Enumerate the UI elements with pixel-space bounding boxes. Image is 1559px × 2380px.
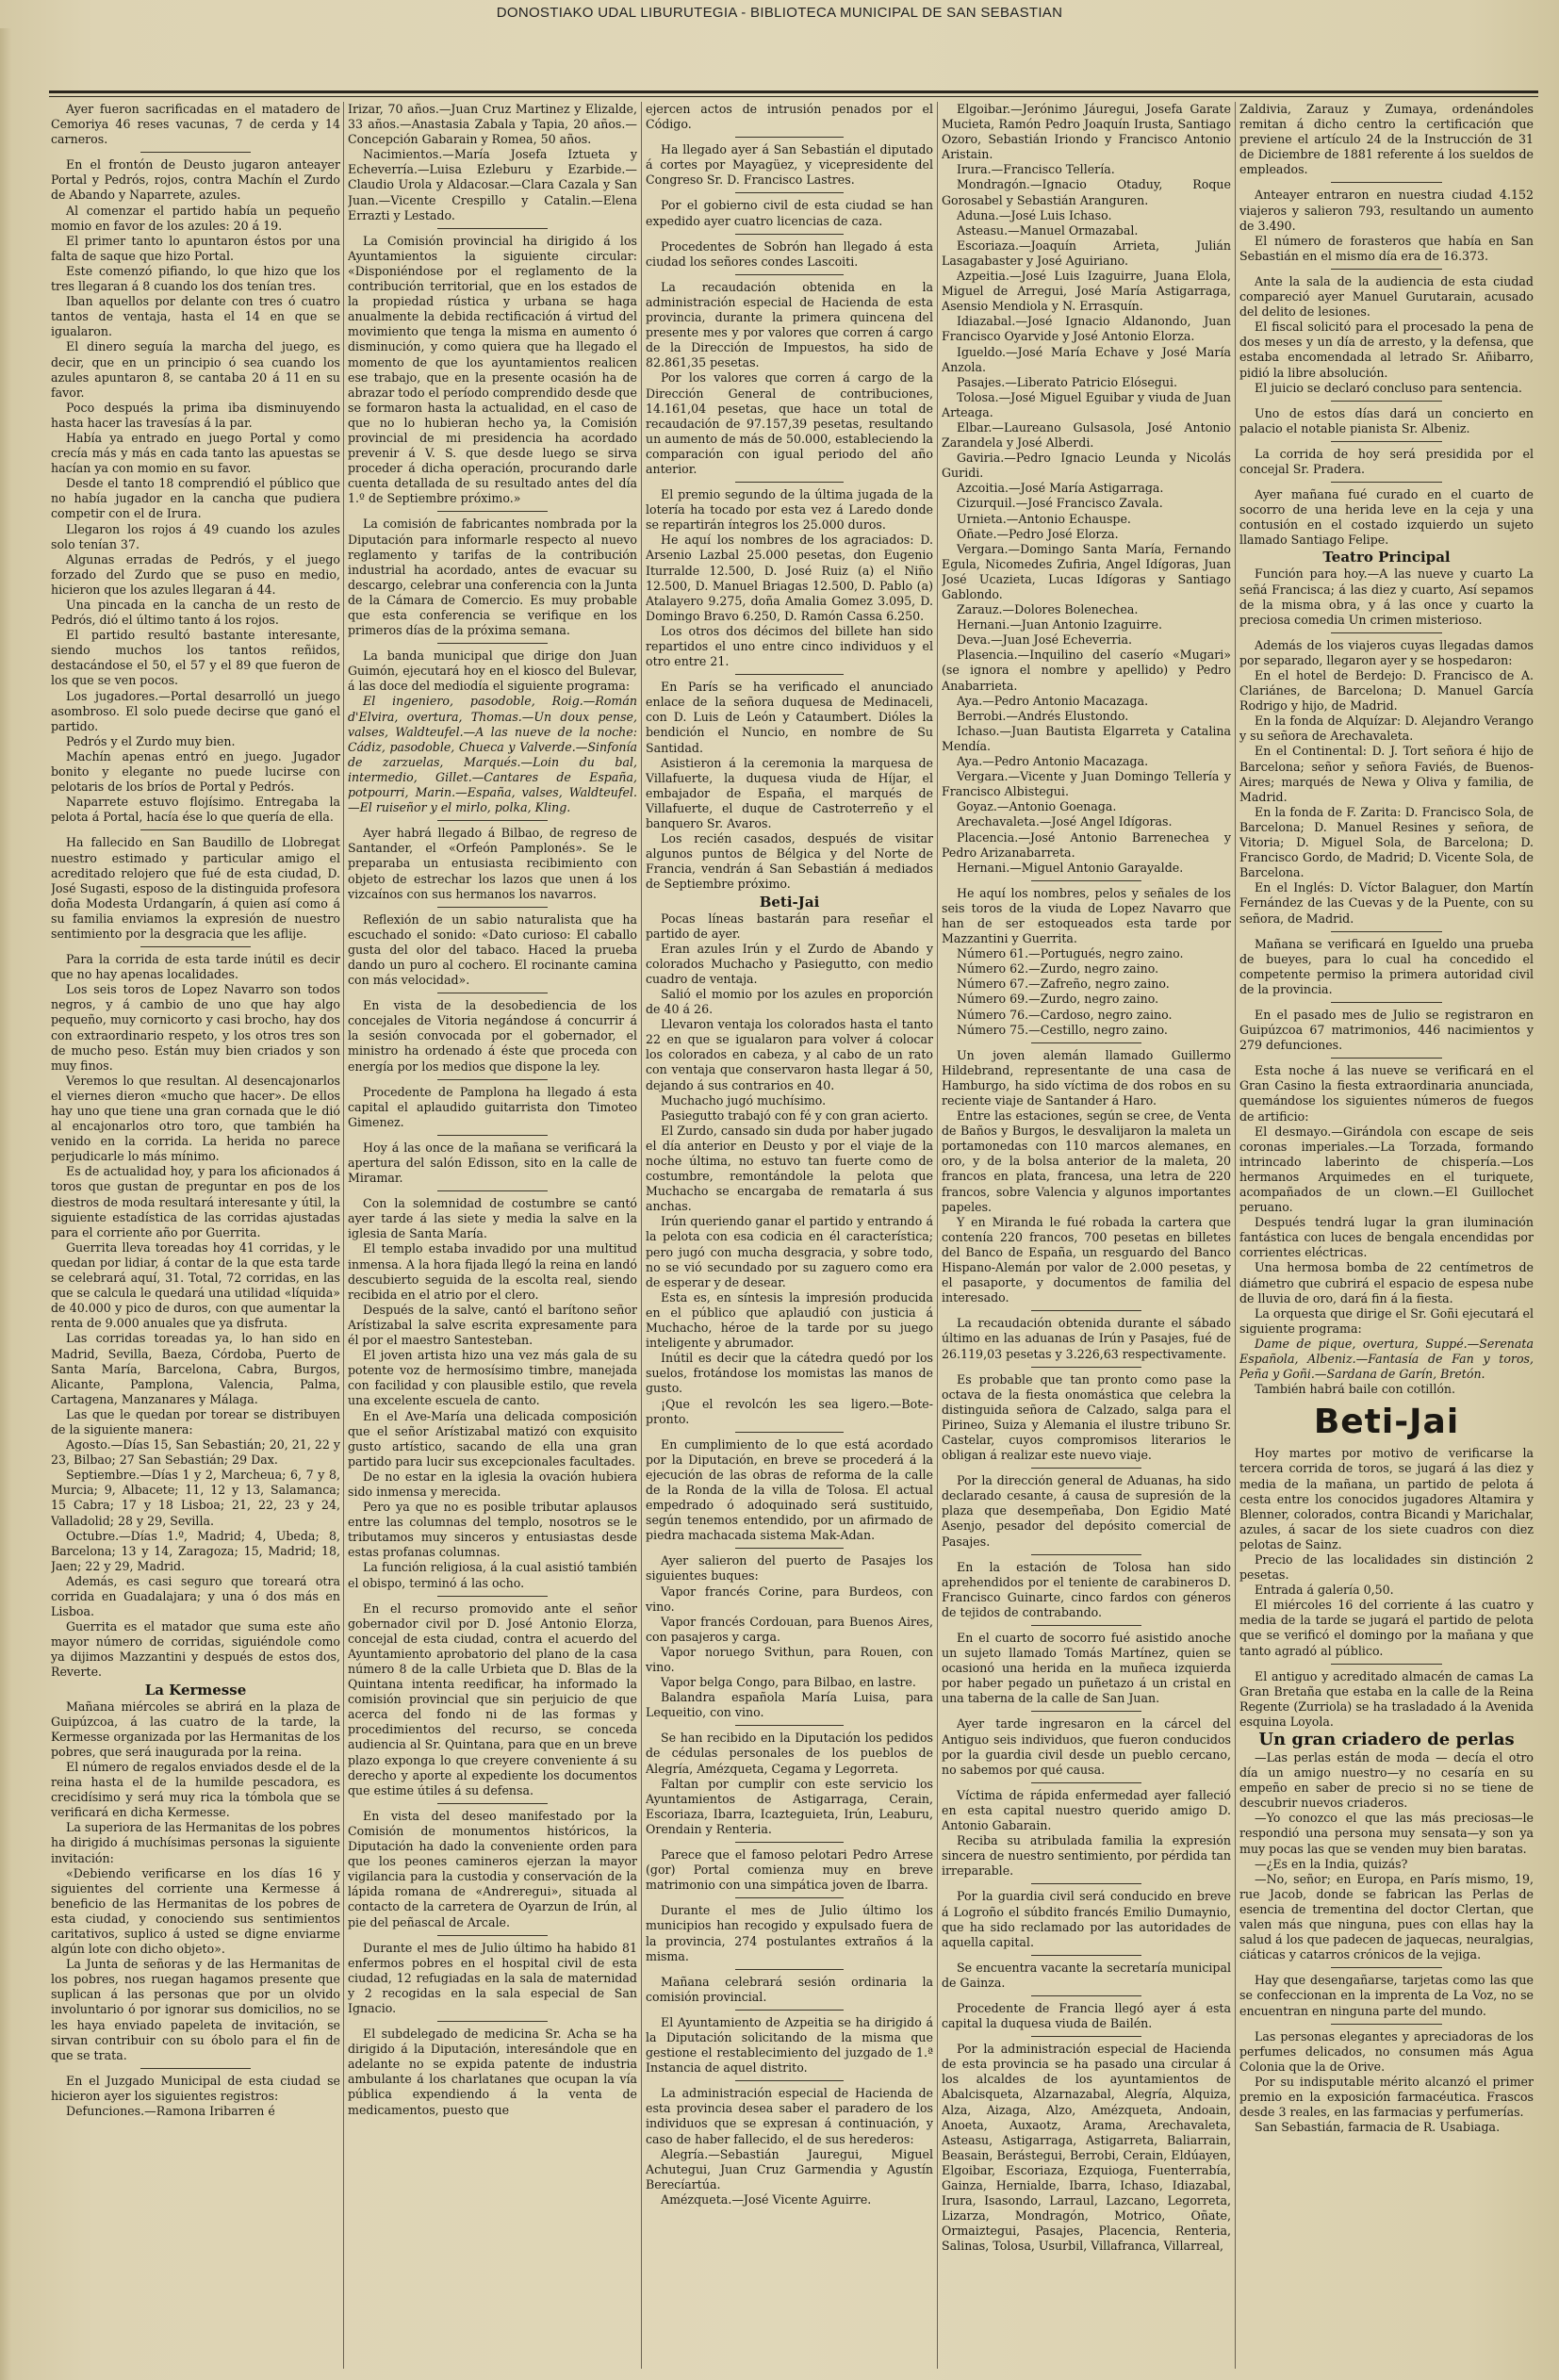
- paragraph: Iban aquellos por delante con tres ó cuatro tantos de ventaja, hasta el 14 en que se igualaron.: [51, 294, 340, 339]
- paragraph: Entrada á galería 0,50.: [1255, 1583, 1394, 1598]
- paragraph: Irún queriendo ganar el partido y entrando á la pelota con esa codicia en él característica; pero jugó con mucha desgracia, y sobre todo, no se vió secundado por su zaguero como era de esperar y de desear.: [646, 1214, 933, 1289]
- divider: [1331, 269, 1443, 270]
- column-5: [1239, 102, 1534, 2369]
- divider: [437, 1935, 548, 1936]
- paragraph: Aya.—Pedro Antonio Macazaga.: [957, 754, 1149, 769]
- paragraph: El Ayuntamiento de Azpeitia se ha dirigido á la Diputación solicitando de la misma que gestione el restablecimiento del juzgado de 1.ª Instancia de aquel distrito.: [646, 2014, 933, 2076]
- paragraph: En la fonda de Alquízar: D. Alejandro Verango y su señora de Arechavaleta.: [1239, 714, 1534, 744]
- paragraph: Víctima de rápida enfermedad ayer falleció en esta capital nuestro querido amigo D. Antonio Gabarain.: [942, 1787, 1231, 1833]
- divider: [1031, 1310, 1141, 1311]
- paragraph: Además, es casi seguro que toreará otra corrida en Guadalajara; y una ó dos más en Lisboa.: [51, 1573, 340, 1619]
- divider: [1031, 2036, 1141, 2037]
- paragraph: El número de forasteros que había en San Sebastián en el mismo día era de 16.373.: [1239, 233, 1534, 263]
- paragraph: En la estación de Tolosa han sido aprehendidos por el teniente de carabineros D. Francisco Guinarte, cinco fardos con géneros de tejidos de contrabando.: [942, 1559, 1231, 1619]
- paragraph: El juicio se declaró concluso para sentencia.: [1255, 380, 1522, 395]
- paragraph: Elgoibar.—Jerónimo Jáuregui, Josefa Garate Mucieta, Ramón Pedro Joaquín Irusta, Santiago Ozoro, Sebastián Iriondo y Francisco Antonio Aristain.: [942, 102, 1231, 162]
- divider: [735, 137, 845, 138]
- divider: [437, 2021, 548, 2022]
- paragraph: En París se ha verificado el anunciado enlace de la señora duquesa de Medinaceli, con D. Luis de León y Cataumbert. Dióles la bendición el Nuncio, en nombre de Su Santidad.: [646, 680, 933, 755]
- paragraph: Amézqueta.—José Vicente Aguirre.: [661, 2191, 872, 2207]
- paragraph: El joven artista hizo una vez más gala de su potente voz de hermosísimo timbre, manejada con facilidad y con plausible estilo, que revela una excelente escuela de canto.: [348, 1348, 637, 1408]
- paragraph: Muchacho jugó muchísimo.: [661, 1092, 827, 1108]
- paragraph: La corrida de hoy será presidida por el concejal Sr. Pradera.: [1239, 446, 1534, 476]
- paragraph: Balandra española María Luisa, para Lequeitio, con vino.: [646, 1690, 933, 1720]
- paragraph: Mondragón.—Ignacio Otaduy, Roque Gorosabel y Sebastián Aranguren.: [942, 177, 1231, 207]
- list-item: Número 76.—Cardoso, negro zaino.: [957, 1007, 1173, 1022]
- list-item: Número 67.—Zafreño, negro zaino.: [957, 977, 1170, 992]
- paragraph: Vapor noruego Svithun, para Rouen, con vino.: [646, 1644, 933, 1674]
- paragraph: Poco después la prima iba disminuyendo hasta hacer las travesías á la par.: [51, 400, 340, 430]
- divider: [437, 1135, 548, 1136]
- divider: [437, 1803, 548, 1804]
- paragraph: Procedentes de Sobrón han llegado á esta ciudad los señores condes Lascoiti.: [646, 238, 933, 269]
- paragraph: Irura.—Francisco Tellería.: [957, 162, 1115, 177]
- header-rule-thin: [49, 96, 1538, 97]
- divider: [735, 192, 845, 193]
- paragraph: Ante la sala de la audiencia de esta ciudad compareció ayer Manuel Gurutarain, acusado del delito de lesiones.: [1239, 273, 1534, 320]
- paragraph: Mañana se verificará en Igueldo una prueba de bueyes, para lo cual ha concedido el competente permiso la primera autoridad civil de la provincia.: [1239, 936, 1534, 996]
- paragraph: Por los valores que corren á cargo de la Dirección General de contribuciones, 14.161,04 pesetas, que hace un total de recaudación de 97.157,39 pesetas, resultando un aumento de más de 50.000, estableciendo la comparación con igual periodo del año anterior.: [646, 370, 933, 476]
- paragraph: Esta noche á las nueve se verificará en el Gran Casino la fiesta extraordinaria anunciada, quemándose los siguientes números de fuegos de artificio:: [1239, 1063, 1534, 1124]
- paragraph: Después tendrá lugar la gran iluminación fantástica con luces de bengala encendidas por corrientes eléctricas.: [1239, 1215, 1534, 1260]
- paragraph: Se han recibido en la Diputación los pedidos de cédulas personales de los pueblos de Alegría, Amézqueta, Cegama y Legorreta.: [646, 1731, 933, 1776]
- divider: [140, 829, 251, 830]
- paragraph: «Debiendo verificarse en los días 16 y siguientes del corriente una Kermesse á beneficio de las Hermanitas de los pobres de esta ciudad, y conociendo sus sentimientos caritativos, suplico á usted se digne enviarme algún lote con dicho objeto».: [51, 1865, 340, 1957]
- paragraph: Anteayer entraron en nuestra ciudad 4.152 viajeros y salieron 793, resultando un aumento de 3.490.: [1239, 188, 1534, 233]
- divider: [735, 1842, 845, 1843]
- paragraph: El antiguo y acreditado almacén de camas La Gran Bretaña que estaba en la calle de la Reina Regente (Zurriola) se ha trasladado á la Avenida esquina Loyola.: [1239, 1668, 1534, 1729]
- paragraph: En cumplimiento de lo que está acordado por la Diputación, en breve se procederá á la ejecución de las obras de reforma de la calle de la Ronda de la villa de Tolosa. El actual empedrado ó adoquinado será sustituido, según tenemos entendido, por un afirmado de piedra machacada sistema Mak-Adan.: [646, 1436, 933, 1543]
- paragraph: Las que le quedan por torear se distribuyen de la siguiente manera:: [51, 1406, 340, 1436]
- divider: [1331, 2024, 1443, 2025]
- paragraph: Procedente de Pamplona ha llegado á esta capital el aplaudido guitarrista don Timoteo Gimenez.: [348, 1084, 637, 1129]
- divider: [1031, 1554, 1141, 1555]
- paragraph: Desde el tanto 18 comprendió el público que no había jugador en la cancha que pudiera competir con el de Irura.: [51, 476, 340, 521]
- paragraph: La recaudación obtenida durante el sábado último en las aduanas de Irún y Pasajes, fué de 26.119,03 pesetas y 3.226,63 respectivamente.: [942, 1316, 1231, 1361]
- paragraph: Alegría.—Sebastián Jauregui, Miguel Achutegui, Juan Cruz Garmendia y Agustín Berecíartúa.: [646, 2146, 933, 2191]
- paragraph: Por la administración especial de Hacienda de esta provincia se ha pasado una circular á los alcaldes de los ayuntamientos de Abalcisqueta, Alzarnazabal, Alegría, Alquiza, Alza, Aizaga, Alzo, Amézqueta, Andoain, Anoeta, Auxaotz, Arama, Arechavaleta, Asteasu, Astigarraga, Astigarreta, Baliarrain, Beasain, Berástegui, Berrobi, Cerain, Eldúayen, Elgoibar, Escoriaza, Ezquioga, Fuenterrabía, Gainza, Hernialde, Ibarra, Ichaso, Idiazabal, Irura, Isasondo, Larraul, Lazcano, Legorreta, Lizarza, Mondragón, Motrico, Oñate, Ormaiztegui, Pasajes, Placencia, Renteria, Salinas, Tolosa, Usurbil, Villafranca, Villarreal,: [942, 2042, 1231, 2254]
- paragraph: Llevaron ventaja los colorados hasta el tanto 22 en que se igualaron para volver á colocar los colorados en cabeza, y al cabo de un rato con ventaja que conservaron hasta llegar á 50, dejando á sus contrarios en 40.: [646, 1017, 933, 1092]
- paragraph: Reciba su atribulada familia la expresión sincera de nuestro sentimiento, por pérdida tan irreparable.: [942, 1833, 1231, 1879]
- paragraph: He aquí los nombres de los agraciados: D. Arsenio Lazbal 25.000 pesetas, don Eugenio Iturralde 12.500, D. José Ruiz (a) el Niño 12.500, D. Manuel Briagas 12.500, D. Pablo (a) Atalayero 9.275, doña Amalia Gomez 3.095, D. Domingo Bravo 6.250, D. Ramón Cassa 6.250.: [646, 533, 933, 623]
- paragraph: Berrobi.—Andrés Elustondo.: [957, 708, 1129, 723]
- divider: [735, 482, 845, 483]
- paragraph: Aduna.—José Luis Ichaso.: [957, 207, 1112, 222]
- paragraph: Y en Miranda le fué robada la cartera que contenía 220 francos, 700 pesetas en billetes del Banco de España, un resguardo del Banco Hispano-Alemán por valor de 2.000 pesetas, y el pasaporte, y documentos de familia del interesado.: [942, 1214, 1231, 1305]
- paragraph: La función religiosa, á la cual asistió también el obispo, terminó á las ocho.: [348, 1560, 637, 1590]
- paragraph: En el cuarto de socorro fué asistido anoche un sujeto llamado Tomás Martínez, quien se ocasionó una herida en la muñeca izquierda por haber pegado un puñetazo á un cristal en una taberna de la calle de San Juan.: [942, 1631, 1231, 1706]
- paragraph: Pasajes.—Liberato Patricio Elósegui.: [957, 374, 1177, 389]
- paragraph: Elbar.—Laureano Gulsasola, José Antonio Zarandela y José Alberdi.: [942, 419, 1231, 451]
- paragraph: En el Continental: D. J. Tort señora é hijo de Barcelona; señor y señora Faviés, de Buenos-Aires; marqués de Newa y Oliva y familia, de Madrid.: [1239, 744, 1534, 804]
- paragraph: Mañana miércoles se abrirá en la plaza de Guipúzcoa, á las cuatro de la tarde, la Kermesse organizada por las Hermanitas de los pobres, que será inaugurada por la reina.: [51, 1699, 340, 1759]
- paragraph: Octubre.—Días 1.º, Madrid; 4, Ubeda; 8, Barcelona; 13 y 14, Zaragoza; 15, Madrid; 18, Jaen; 22 y 29, Madrid.: [51, 1528, 340, 1573]
- divider: [735, 274, 845, 275]
- paragraph: El templo estaba invadido por una multitud inmensa. A la hora fijada llegó la reina en landó descubierto seguida de la escolta real, siendo recibida en el atrio por el clero.: [348, 1241, 637, 1302]
- paragraph: En el pasado mes de Julio se registraron en Guipúzcoa 67 matrimonios, 446 nacimientos y 279 defunciones.: [1239, 1007, 1534, 1053]
- paragraph: Al comenzar el partido había un pequeño momio en favor de los azules: 20 á 19.: [51, 203, 340, 233]
- column-separator: [641, 102, 642, 2369]
- paragraph: Pasiegutto trabajó con fé y con gran acierto.: [661, 1108, 928, 1123]
- divider: [1031, 1955, 1141, 1956]
- paragraph: Los jugadores.—Portal desarrolló un juego asombroso. El solo puede decirse que ganó el partido.: [51, 688, 340, 733]
- divider: [1331, 632, 1443, 633]
- header-rule: [49, 90, 1538, 93]
- paragraph: Inútil es decir que la cátedra quedó por los suelos, frotándose los momistas las manos de gusto.: [646, 1351, 933, 1396]
- paragraph: Con la solemnidad de costumbre se cantó ayer tarde á las siete y media la salve en la iglesia de Santa María.: [348, 1196, 637, 1241]
- paragraph: ejercen actos de intrusión penados por el Código.: [646, 102, 933, 132]
- divider: [1031, 1367, 1141, 1368]
- paragraph: Eran azules Irún y el Zurdo de Abando y colorados Muchacho y Pasiegutto, con medio cuadro de ventaja.: [646, 941, 933, 986]
- paragraph: La recaudación obtenida en la administración especial de Hacienda de esta provincia, durante la primera quincena del presente mes y por valores que corren á cargo de la Dirección de Impuestos, ha sido de 82.861,35 pesetas.: [646, 279, 933, 370]
- paragraph: Es de actualidad hoy, y para los aficionados á toros que gustan de preguntar en pos de los diestros de moda resultará interesante y útil, la siguiente estadística de las corridas ajustadas para el corriente año por Guerrita.: [51, 1164, 340, 1239]
- paragraph: Azpeitia.—José Luis Izaguirre, Juana Elola, Miguel de Arregui, José María Astigarraga, Asensio Mendiola y N. Errasquín.: [942, 269, 1231, 314]
- divider: [1331, 441, 1443, 442]
- paragraph: —Yo conozco el que las más preciosas—le respondió una persona muy sensata—y son ya muy pocas las que se venden muy bien baratas.: [1239, 1811, 1534, 1856]
- paragraph: Durante el mes de Julio último ha habido 81 enfermos pobres en el hospital civil de esta ciudad, 12 refugiadas en la sala de maternidad y 2 recogidas en la sala especial de San Ignacio.: [348, 1940, 637, 2015]
- paragraph: Zaldivia, Zarauz y Zumaya, ordenándoles remitan á dicho centro la certificación que previene el artículo 24 de la Instrucción de 31 de Diciembre de 1881 referente á los sueldos de empleados.: [1239, 102, 1534, 177]
- paragraph: La comisión de fabricantes nombrada por la Diputación para informarle respecto al nuevo reglamento y tarifas de la contribución industrial ha acordado, antes de evacuar su descargo, celebrar una conferencia con la Junta de la Cámara de Comercio. Es muy probable que esta conferencia se verifique en los primeros días de la próxima semana.: [348, 517, 637, 638]
- divider: [1331, 401, 1443, 402]
- divider: [735, 234, 845, 235]
- divider: [735, 2010, 845, 2011]
- paragraph: En el Ave-María una delicada composición que el señor Arístizabal matizó con exquisito gusto artístico, sacando de ella una gran partido para lucir sus excepcionales facultades.: [348, 1408, 637, 1469]
- paragraph: Ayer salieron del puerto de Pasajes los siguientes buques:: [646, 1553, 933, 1584]
- paragraph: Deva.—Juan José Echeverria.: [957, 632, 1133, 648]
- column-4: [942, 102, 1231, 2369]
- paragraph: Una hermosa bomba de 22 centímetros de diámetro que cubrirá el espacio de espesa nube de lluvia de oro, dará fin á la fiesta.: [1239, 1260, 1534, 1305]
- paragraph: —¿Es en la India, quizás?: [1255, 1856, 1408, 1871]
- divider: [1031, 1883, 1141, 1884]
- divider: [735, 2080, 845, 2081]
- paragraph: He aquí los nombres, pelos y señales de los seis toros de la viuda de Lopez Navarro que han de ser estoqueados esta tarde por Mazzantini y Guerrita.: [942, 885, 1231, 946]
- divider: [437, 1190, 548, 1191]
- section-heading-beti-jai-large: Beti-Jai: [1313, 1403, 1460, 1442]
- paragraph: Parece que el famoso pelotari Pedro Arrese (gor) Portal comienza muy en breve matrimonio con una simpática joven de Ibarra.: [646, 1847, 933, 1893]
- divider: [1031, 1625, 1141, 1626]
- paragraph: Gaviria.—Pedro Ignacio Leunda y Nicolás Guridi.: [942, 451, 1231, 481]
- paragraph: En el recurso promovido ante el señor gobernador civil por D. José Antonio Elorza, concejal de esta ciudad, contra el acuerdo del Ayuntamiento aprobatorio del plano de la casa número 8 de la calle Urbieta que D. Blas de la Quintana intenta reedificar, ha informado la comisión provincial que sin perjuicio de que acerca del fondo ni de las formas y procedimientos del recurso, se conceda audiencia al Sr. Quintana, para que en un breve plazo exponga lo que creyere conveniente á su derecho y aporte al expediente los documentos que estime útiles á su defensa.: [348, 1600, 637, 1797]
- paragraph: Escoriaza.—Joaquín Arrieta, Julián Lasagabaster y José Aguiriano.: [942, 238, 1231, 268]
- paragraph: El ingeniero, pasodoble, Roig.—Román d'Elvira, overtura, Thomas.—Un doux pense, valses, Waldteufel.—A las nueve de la noche: Cádiz, pasodoble, Chueca y Valverde.—Sinfonía de zarzuelas, Marqués.—Loin du bal, intermedio, Gillet.—Cantares de España, potpourri, Marin.—España, valses, Waldteufel.—El ruiseñor y el mirlo, polka, Kling.: [348, 694, 637, 815]
- divider: [437, 907, 548, 908]
- paragraph: Hay que desengañarse, tarjetas como las que se confeccionan en la imprenta de La Voz, no se encuentran en ninguna parte del mundo.: [1239, 1973, 1534, 2018]
- paragraph: En la fonda de F. Zarita: D. Francisco Sola, de Barcelona; D. Manuel Resines y señora, de Vitoria; D. Miguel Sola, de Barcelona; D. Francisco Gordo, de Madrid; D. Vicente Sola, de Barcelona.: [1239, 804, 1534, 880]
- divider: [1031, 880, 1141, 881]
- paragraph: Oñate.—Pedro José Elorza.: [957, 526, 1119, 541]
- paragraph: El subdelegado de medicina Sr. Acha se ha dirigido á la Diputación, interesándole que en adelante no se expida patente de industria ambulante á los charlatanes que ocupan la vía pública expendiendo á la venta de medicamentos, puesto que: [348, 2027, 637, 2117]
- paragraph: Urnieta.—Antonio Echauspe.: [957, 511, 1131, 526]
- section-heading-kermesse: La Kermesse: [144, 1681, 247, 1699]
- paragraph: Por su indisputable mérito alcanzó el primer premio en la exposición farmacéutica. Frascos desde 3 reales, en las farmacias y perfumerías.: [1239, 2074, 1534, 2120]
- paragraph: Las personas elegantes y apreciadoras de los perfumes delicados, no consumen más Agua Colonia que la de Orive.: [1239, 2028, 1534, 2074]
- divider: [735, 674, 845, 675]
- paragraph: Placencia.—José Antonio Barrenechea y Pedro Arizanabarreta.: [942, 829, 1231, 860]
- section-heading-criadero-perlas: Un gran criadero de perlas: [1258, 1730, 1515, 1749]
- paragraph: Hernani.—Miguel Antonio Garayalde.: [957, 860, 1184, 875]
- paragraph: Para la corrida de esta tarde inútil es decir que no hay apenas localidades.: [51, 952, 340, 982]
- paragraph: Ayer habrá llegado á Bilbao, de regreso de Santander, el «Orfeón Pamplonés». Se le preparaba un entusiasta recibimiento con objeto de estrechar los lazos que unen á los vizcaínos con sus hermanos los navarros.: [348, 826, 637, 901]
- paragraph: Ichaso.—Juan Bautista Elgarreta y Catalina Mendía.: [942, 723, 1231, 753]
- paragraph: Asteasu.—Manuel Ormazabal.: [957, 222, 1139, 238]
- paragraph: Hoy á las once de la mañana se verificará la apertura del salón Edisson, sito en la calle de Miramar.: [348, 1140, 637, 1186]
- paragraph: Cizurquil.—José Francisco Zavala.: [957, 496, 1163, 511]
- paragraph: En vista de la desobediencia de los concejales de Vitoria negándose á concurrir á la sesión convocada por el gobernador, el ministro ha ordenado á éste que proceda con energía por los medios que dispone la ley.: [348, 998, 637, 1074]
- paragraph: En el Inglés: D. Víctor Balaguer, don Martín Fernández de las Cuevas y de la Puente, con su señora, de Madrid.: [1239, 880, 1534, 926]
- paragraph: La orquesta que dirige el Sr. Goñi ejecutará el siguiente programa:: [1239, 1305, 1534, 1336]
- paragraph: —Las perlas están de moda — decía el otro día un amigo nuestro—y no cesaría en su empeño en saber de precio si no se tiene de descubrir nuevos criaderos.: [1239, 1750, 1534, 1811]
- divider: [735, 1548, 845, 1549]
- divider: [735, 1969, 845, 1970]
- list-item: Número 61.—Portugués, negro zaino.: [957, 946, 1184, 961]
- paragraph: El número de regalos enviados desde el de la reina hasta el de la humilde pescadora, es crecidísimo y será muy rica la tómbola que se verificará en dicha Kermesse.: [51, 1759, 340, 1820]
- paragraph: ¡Que el revolcón les sea ligero.—Bote-pronto.: [646, 1396, 933, 1426]
- divider: [437, 643, 548, 644]
- paragraph: En el frontón de Deusto jugaron anteayer Portal y Pedrós, rojos, contra Machín el Zurdo de Abando y Naparrete, azules.: [51, 157, 340, 203]
- paragraph: En vista del deseo manifestado por la Comisión de monumentos históricos, la Diputación ha dado la conveniente orden para que los peones camineros ejerzan la mayor vigilancia para la custodia y conservación de la lápida romana de «Andreregui», situada al contacto de la carretera de Oyarzun de Irún, al pie del peñascal de Arcale.: [348, 1808, 637, 1929]
- paragraph: Goyaz.—Antonio Goenaga.: [957, 799, 1117, 814]
- column-3: [646, 102, 933, 2369]
- divider: [735, 1897, 845, 1898]
- paragraph: Defunciones.—Ramona Iribarren é: [66, 2104, 275, 2118]
- paragraph: Vergara.—Domingo Santa María, Fernando Egula, Nicomedes Zufiria, Angel Idígoras, Juan José Ucazieta, Lucas Idígoras y Santiago Gablondo.: [942, 541, 1231, 601]
- paragraph: Zarauz.—Dolores Bolenechea.: [957, 602, 1139, 617]
- paragraph: Además de los viajeros cuyas llegadas damos por separado, llegaron ayer y se hospedaron:: [1239, 637, 1534, 667]
- paragraph: También habrá baile con cotillón.: [1255, 1382, 1456, 1397]
- paragraph: Ayer tarde ingresaron en la cárcel del Antiguo seis individuos, que fueron conducidos por la guardia civil desde un pueblo cercano, no sabemos por qué causa.: [942, 1716, 1231, 1777]
- paragraph: Dame de pique, overtura, Suppé.—Serenata Española, Albeniz.—Fantasía de Fan y toros, Peña y Goñi.—Sardana de Garín, Bretón.: [1239, 1336, 1534, 1382]
- column-separator: [937, 102, 938, 2369]
- paragraph: El desmayo.—Girándola con escape de seis coronas imperiales.—La Torzada, formando intrincado laberinto de chispería.—Los hermanos Arquimedes en el turiquete, acompañados de un clown.—El Guillochet peruano.: [1239, 1124, 1534, 1215]
- paragraph: La Comisión provincial ha dirigido á los Ayuntamientos la siguiente circular: «Disponiéndose por el reglamento de la contribución territorial, que en los estados de la propiedad rústica y urbana se haga anualmente la debida rectificación á virtud del movimiento que tenga la misma en aumento ó disminución, y como quiera que ha llegado el momento de que los ayuntamientos realicen ese trabajo, que en la presente ocasión ha de abrazar todo el período comprendido desde que se formaron hasta la actualidad, en el caso de que no lo hubieran hecho ya, la Comisión provincial de mi presidencia ha acordado prevenir á V. S. que desde luego se sirva proceder á dicha operación, procurando darle cuenta detallada de su resultado antes del día 1.º de Septiembre próximo.»: [348, 233, 637, 506]
- divider: [437, 820, 548, 821]
- paragraph: Después de la salve, cantó el barítono señor Arístizabal la salve escrita expresamente para él por el maestro Santesteban.: [348, 1302, 637, 1348]
- paragraph: Veremos lo que resultan. Al desencajonarlos el viernes dieron «mucho que hacer». De ellos hay uno que tiene una gran cornada que le dió al encajonarlos otro toro, que también ha venido en la corrida. La herida no parece perjudicarle lo más mínimo.: [51, 1073, 340, 1164]
- paragraph: —No, señor; en Europa, en París mismo, 19, rue Jacob, donde se fabrican las Perlas de esencia de trementina del doctor Clertan, que valen más que ninguna, pues con ellas hay la salud á los que padecen de jaquecas, neuralgias, ciáticas y catarros crónicos de la vejiga.: [1239, 1871, 1534, 1962]
- paragraph: Plasencia.—Inquilino del caserío «Mugari» (se ignora el nombre y apellido) y Pedro Anabarrieta.: [942, 648, 1231, 693]
- paragraph: El Zurdo, cansado sin duda por haber jugado el día anterior en Deusto y por el viaje de la noche última, no estuvo tan fuerte como de costumbre, remontándole la pelota que Muchacho se encargaba de rematarla á sus anchas.: [646, 1123, 933, 1214]
- divider: [1031, 1042, 1141, 1043]
- paragraph: Irizar, 70 años.—Juan Cruz Martinez y Elizalde, 33 años.—Anastasia Zabala y Tapia, 20 años.—Concepción Gabarain y Romea, 50 años.: [348, 102, 637, 147]
- divider: [1331, 1002, 1443, 1003]
- paragraph: En el Juzgado Municipal de esta ciudad se hicieron ayer los siguientes registros:: [51, 2073, 340, 2103]
- divider: [1331, 182, 1443, 183]
- paragraph: Aya.—Pedro Antonio Macazaga.: [957, 693, 1149, 708]
- paragraph: Naparrete estuvo flojísimo. Entregaba la pelota á Portal, hacía ése lo que quería de ella.: [51, 795, 340, 825]
- library-banner: DONOSTIAKO UDAL LIBURUTEGIA - BIBLIOTECA MUNICIPAL DE SAN SEBASTIAN: [496, 5, 1063, 21]
- paragraph: Llegaron los rojos á 49 cuando los azules solo tenían 37.: [51, 521, 340, 551]
- paragraph: Pocas líneas bastarán para reseñar el partido de ayer.: [646, 911, 933, 941]
- paragraph: Igueldo.—José María Echave y José María Anzola.: [942, 344, 1231, 374]
- paragraph: Los seis toros de Lopez Navarro son todos negros, y á cambio de uno que hay algo pequeño, muy cornicorto y casi brocho, hay dos con extraordinario respeto, y los otros tres son de mucho peso. Están muy bien criados y son muy finos.: [51, 982, 340, 1073]
- list-item: Número 62.—Zurdo, negro zaino.: [957, 961, 1159, 977]
- paragraph: Reflexión de un sabio naturalista que ha escuchado el sonido: «Dato curioso: El caballo gusta del olor del tabaco. Haced la prueba dando un puro al cochero. El rocinante camina con más velocidad».: [348, 911, 637, 988]
- paragraph: Guerrita es el matador que suma este año mayor número de corridas, siguiéndole como ya dijimos Mazzantini y después de estos dos, Reverte.: [51, 1619, 340, 1680]
- paragraph: La Junta de señoras y de las Hermanitas de los pobres, nos ruegan hagamos presente que suplican á las personas que por un olvido involuntario ó por ignorar sus domicilios, no se les haya enviado papeleta de invitación, se sirvan contribuir con su óbolo para el fin de que se trata.: [51, 1957, 340, 2062]
- column-separator: [1235, 102, 1236, 2369]
- paragraph: Ayer fueron sacrificadas en el matadero de Cemoriya 46 reses vacunas, 7 de cerda y 14 carneros.: [51, 102, 340, 147]
- paragraph: Hoy martes por motivo de verificarse la tercera corrida de toros, se jugará á las diez y media de la mañana, un partido de pelota á cesta entre los conocidos jugadores Altamira y Blenner, colorados, contra Bicandi y Marichalar, azules, á sacar de los siete cuadros con diez pelotas de Sainz.: [1239, 1446, 1534, 1551]
- paragraph: Este comenzó pifiando, lo que hizo que los tres llegaran á 8 cuando los dos tenían tres.: [51, 263, 340, 294]
- paragraph: El dinero seguía la marcha del juego, es decir, que en un principio ó sea cuando los azules apuntaron 8, se cantaba 20 á 11 en su favor.: [51, 339, 340, 400]
- paragraph: Ayer mañana fué curado en el cuarto de socorro de una herida leve en la ceja y una contusión en el costado izquierdo un sujeto llamado Santiago Felipe.: [1239, 487, 1534, 548]
- paragraph: Es probable que tan pronto como pase la octava de la fiesta onomástica que celebra la distinguida señora de Calzado, salga para el Pirineo, Suiza y Alemania el ilustre tribuno Sr. Castelar, cuyos compromisos literarios le obligan á realizar este nuevo viaje.: [942, 1371, 1231, 1463]
- paragraph: Azcoitia.—José María Astigarraga.: [957, 481, 1164, 496]
- paragraph: La banda municipal que dirige don Juan Guimón, ejecutará hoy en el kiosco del Bulevar, á las doce del mediodía el siguiente programa:: [348, 648, 637, 694]
- paragraph: Guerrita lleva toreadas hoy 41 corridas, y le quedan por lidiar, á contar de la que esta tarde se celebrará aquí, 31. Total, 72 corridas, en las que se calcula le quedará una utilidad «líquida» de 40.000 y pico de duros, con que aumentar la renta de 9.000 anuales que ya disfruta.: [51, 1239, 340, 1331]
- paragraph: Había ya entrado en juego Portal y como crecía más y más en cada tanto las apuestas se hacían ya con momio en su favor.: [51, 430, 340, 476]
- paragraph: Los recién casados, después de visitar algunos puntos de Bélgica y del Norte de Francia, vendrán á San Sebastián á mediados de Septiembre próximo.: [646, 831, 933, 892]
- divider: [1331, 1664, 1443, 1665]
- paragraph: Una pincada en la cancha de un resto de Pedrós, dió el último tanto á los rojos.: [51, 598, 340, 628]
- section-heading-teatro-principal: Teatro Principal: [1322, 549, 1451, 566]
- paragraph: En el hotel de Berdejo: D. Francisco de A. Clariánes, de Barcelona; D. Manuel García Rodrigo y hijo, de Madrid.: [1239, 668, 1534, 714]
- paragraph: Precio de las localidades sin distinción 2 pesetas.: [1239, 1551, 1534, 1583]
- paragraph: La superiora de las Hermanitas de los pobres ha dirigido á muchísimas personas la siguiente invitación:: [51, 1820, 340, 1865]
- divider: [1331, 931, 1443, 932]
- paragraph: De no estar en la iglesia la ovación hubiera sido inmensa y merecida.: [348, 1469, 637, 1499]
- paragraph: Un joven alemán llamado Guillermo Hildebrand, representante de una casa de Hamburgo, ha sido víctima de dos robos en su reciente viaje de Santander á Haro.: [942, 1047, 1231, 1108]
- paragraph: Machín apenas entró en juego. Jugador bonito y elegante no puede lucirse con pelotaris de los bríos de Portal y Pedrós.: [51, 748, 340, 795]
- paragraph: El premio segundo de la última jugada de la lotería ha tocado por esta vez á Laredo donde se repartirán íntegros los 25.000 duros.: [646, 487, 933, 533]
- paragraph: Nacimientos.—María Josefa Iztueta y Echeverría.—Luisa Ezleburu y Ezarbide.—Claudio Urola y Aldacosar.—Clara Cazala y San Juan.—Vicente Crespillo y Catalin.—Elena Errazti y Lestado.: [348, 147, 637, 222]
- paragraph: Septiembre.—Días 1 y 2, Marcheua; 6, 7 y 8, Murcia; 9, Albacete; 11, 12 y 13, Salamanca; 15 Cabra; 17 y 18 Lisboa; 21, 22, 23 y 24, Valladolid; 28 y 29, Sevilla.: [51, 1468, 340, 1528]
- paragraph: El fiscal solicitó para el procesado la pena de dos meses y un día de arresto, y la defensa, que estaba encomendada al letrado Sr. Añibarro, pidió la libre absolución.: [1239, 320, 1534, 380]
- paragraph: Salió el momio por los azules en proporción de 40 á 26.: [646, 986, 933, 1017]
- paragraph: Durante el mes de Julio último los municipios han recogido y expulsado fuera de la provincia, 274 postulantes extraños á la misma.: [646, 1903, 933, 1963]
- paragraph: Vapor francés Cordouan, para Buenos Aires, con pasajeros y carga.: [646, 1614, 933, 1644]
- paragraph: Esta es, en síntesis la impresión producida en el público que aplaudió con justicia á Muchacho, héroe de la tarde por su juego inteligente y abrumador.: [646, 1289, 933, 1351]
- paragraph: San Sebastián, farmacia de R. Usabiaga.: [1255, 2120, 1501, 2135]
- paragraph: Algunas erradas de Pedrós, y el juego forzado del Zurdo que se puso en medio, hicieron que los azules llegaran á 44.: [51, 551, 340, 597]
- paragraph: El partido resultó bastante interesante, siendo muchos los tantos reñidos, destacándose el 50, el 57 y el 89 que fueron de los que se ven pocos.: [51, 628, 340, 688]
- paragraph: La administración especial de Hacienda de esta provincia desea saber el paradero de los individuos que se expresan á continuación, y caso de haber fallecido, el de sus herederos:: [646, 2086, 933, 2146]
- paragraph: Los otros dos décimos del billete han sido repartidos el uno entre cinco individuos y el otro entre 21.: [646, 623, 933, 669]
- section-heading-beti-jai: Beti-Jai: [759, 893, 820, 911]
- divider: [735, 1432, 845, 1433]
- paragraph: Hernani.—Juan Antonio Izaguirre.: [957, 617, 1162, 632]
- paragraph: El primer tanto lo apuntaron éstos por una falta de saque que hizo Portal.: [51, 233, 340, 263]
- paragraph: El miércoles 16 del corriente á las cuatro y media de la tarde se jugará el partido de pelota que se verificó el domingo por la mañana y que tanto agradó al público.: [1239, 1598, 1534, 1658]
- paragraph: Mañana celebrará sesión ordinaria la comisión provincial.: [646, 1974, 933, 2004]
- column-2: [348, 102, 637, 2369]
- divider: [1031, 1711, 1141, 1712]
- paragraph: Idiazabal.—José Ignacio Aldanondo, Juan Francisco Oyarvide y José Antonio Elorza.: [942, 314, 1231, 344]
- column-1: [51, 102, 340, 2369]
- list-item: Número 69.—Zurdo, negro zaino.: [957, 992, 1159, 1007]
- paragraph: Arechavaleta.—José Angel Idígoras.: [957, 814, 1173, 829]
- paragraph: Tolosa.—José Miguel Eguibar y viuda de Juan Arteaga.: [942, 389, 1231, 419]
- divider: [437, 511, 548, 512]
- divider: [1031, 1468, 1141, 1469]
- paragraph: Vergara.—Vicente y Juan Domingo Tellería y Francisco Albistegui.: [942, 769, 1231, 799]
- divider: [140, 2068, 251, 2069]
- divider: [1031, 1782, 1141, 1783]
- paragraph: Por la dirección general de Aduanas, ha sido declarado cesante, á causa de supresión de la plaza que desempeñaba, Don Egidio Maté Asenjo, pesador del depósito comercial de Pasajes.: [942, 1473, 1231, 1549]
- divider: [437, 1596, 548, 1597]
- divider: [437, 1079, 548, 1080]
- divider: [1331, 482, 1443, 483]
- paragraph: Pero ya que no es posible tributar aplausos entre las columnas del templo, nosotros se le tributamos muy sinceros y entusiastas desde estas profanas columnas.: [348, 1500, 637, 1560]
- divider: [1331, 1058, 1443, 1059]
- paragraph: Asistieron á la ceremonia la marquesa de Villafuerte, la duquesa viuda de Híjar, el embajador de España, el marqués de Villafuerte, el duque de Castroterreño y el banquero Sr. Avaros.: [646, 755, 933, 831]
- list-item: Número 75.—Cestillo, negro zaino.: [957, 1022, 1168, 1037]
- paragraph: Vapor belga Congo, para Bilbao, en lastre.: [661, 1675, 916, 1690]
- paragraph: Procedente de Francia llegó ayer á esta capital la duquesa viuda de Bailén.: [942, 2000, 1231, 2031]
- paragraph: Función para hoy.—A las nueve y cuarto La señá Francisca; á las diez y cuarto, Así sepamos de la misma obra, y á las once y cuarto la preciosa comedia Un crimen misterioso.: [1239, 566, 1534, 627]
- column-separator: [343, 102, 344, 2369]
- paragraph: Ha fallecido en San Baudillo de Llobregat nuestro estimado y particular amigo el acreditado relojero que fué de esta ciudad, D. José Sugasti, esposo de la distinguida profesora doña Modesta Urdangarín, á quien así como á su familia enviamos la expresión de nuestro sentimiento por la desgracia que les aflije.: [51, 835, 340, 941]
- page-edge-shadow: [0, 28, 11, 2380]
- paragraph: Vapor francés Corine, para Burdeos, con vino.: [646, 1584, 933, 1614]
- paragraph: Pedrós y el Zurdo muy bien.: [66, 733, 236, 748]
- paragraph: Entre las estaciones, según se cree, de Venta de Baños y Burgos, le desvalijaron la maleta un portamonedas con 110 marcos alemanes, en oro, y de la bolsa anterior de la maleta, 20 francos en plata, francesa, una letra de 220 francos, sobre Valencia y algunos importantes papeles.: [942, 1108, 1231, 1214]
- divider: [1331, 1967, 1443, 1968]
- paragraph: Ha llegado ayer á San Sebastián el diputado á cortes por Mayagüez, y vicepresidente del Congreso Sr. D. Francisco Lastres.: [646, 142, 933, 188]
- divider: [735, 1725, 845, 1726]
- paragraph: Se encuentra vacante la secretaría municipal de Gainza.: [942, 1960, 1231, 1990]
- paragraph: Las corridas toreadas ya, lo han sido en Madrid, Sevilla, Baeza, Córdoba, Puerto de Santa María, Barcelona, Cabra, Burgos, Alicante, Pamplona, Valencia, Palma, Cartagena, Manzanares y Málaga.: [51, 1331, 340, 1406]
- paragraph: Uno de estos días dará un concierto en palacio el notable pianista Sr. Albeniz.: [1239, 405, 1534, 435]
- paragraph: Por el gobierno civil de esta ciudad se han expedido ayer cuatro licencias de caza.: [646, 198, 933, 228]
- paragraph: Agosto.—Días 15, San Sebastián; 20, 21, 22 y 23, Bilbao; 27 San Sebastián; 29 Dax.: [51, 1437, 340, 1468]
- paragraph: Por la guardia civil será conducido en breve á Logroño el súbdito francés Emilio Dumaynio, que ha sido reclamado por las autoridades de aquella capital.: [942, 1889, 1231, 1949]
- divider: [437, 228, 548, 229]
- divider: [140, 152, 251, 153]
- divider: [1031, 1995, 1141, 1996]
- divider: [140, 946, 251, 947]
- paragraph: Faltan por cumplir con este servicio los Ayuntamientos de Astigarraga, Cerain, Escoriaza, Ibarra, Icazteguieta, Irún, Leaburu, Orendain y Renteria.: [646, 1776, 933, 1836]
